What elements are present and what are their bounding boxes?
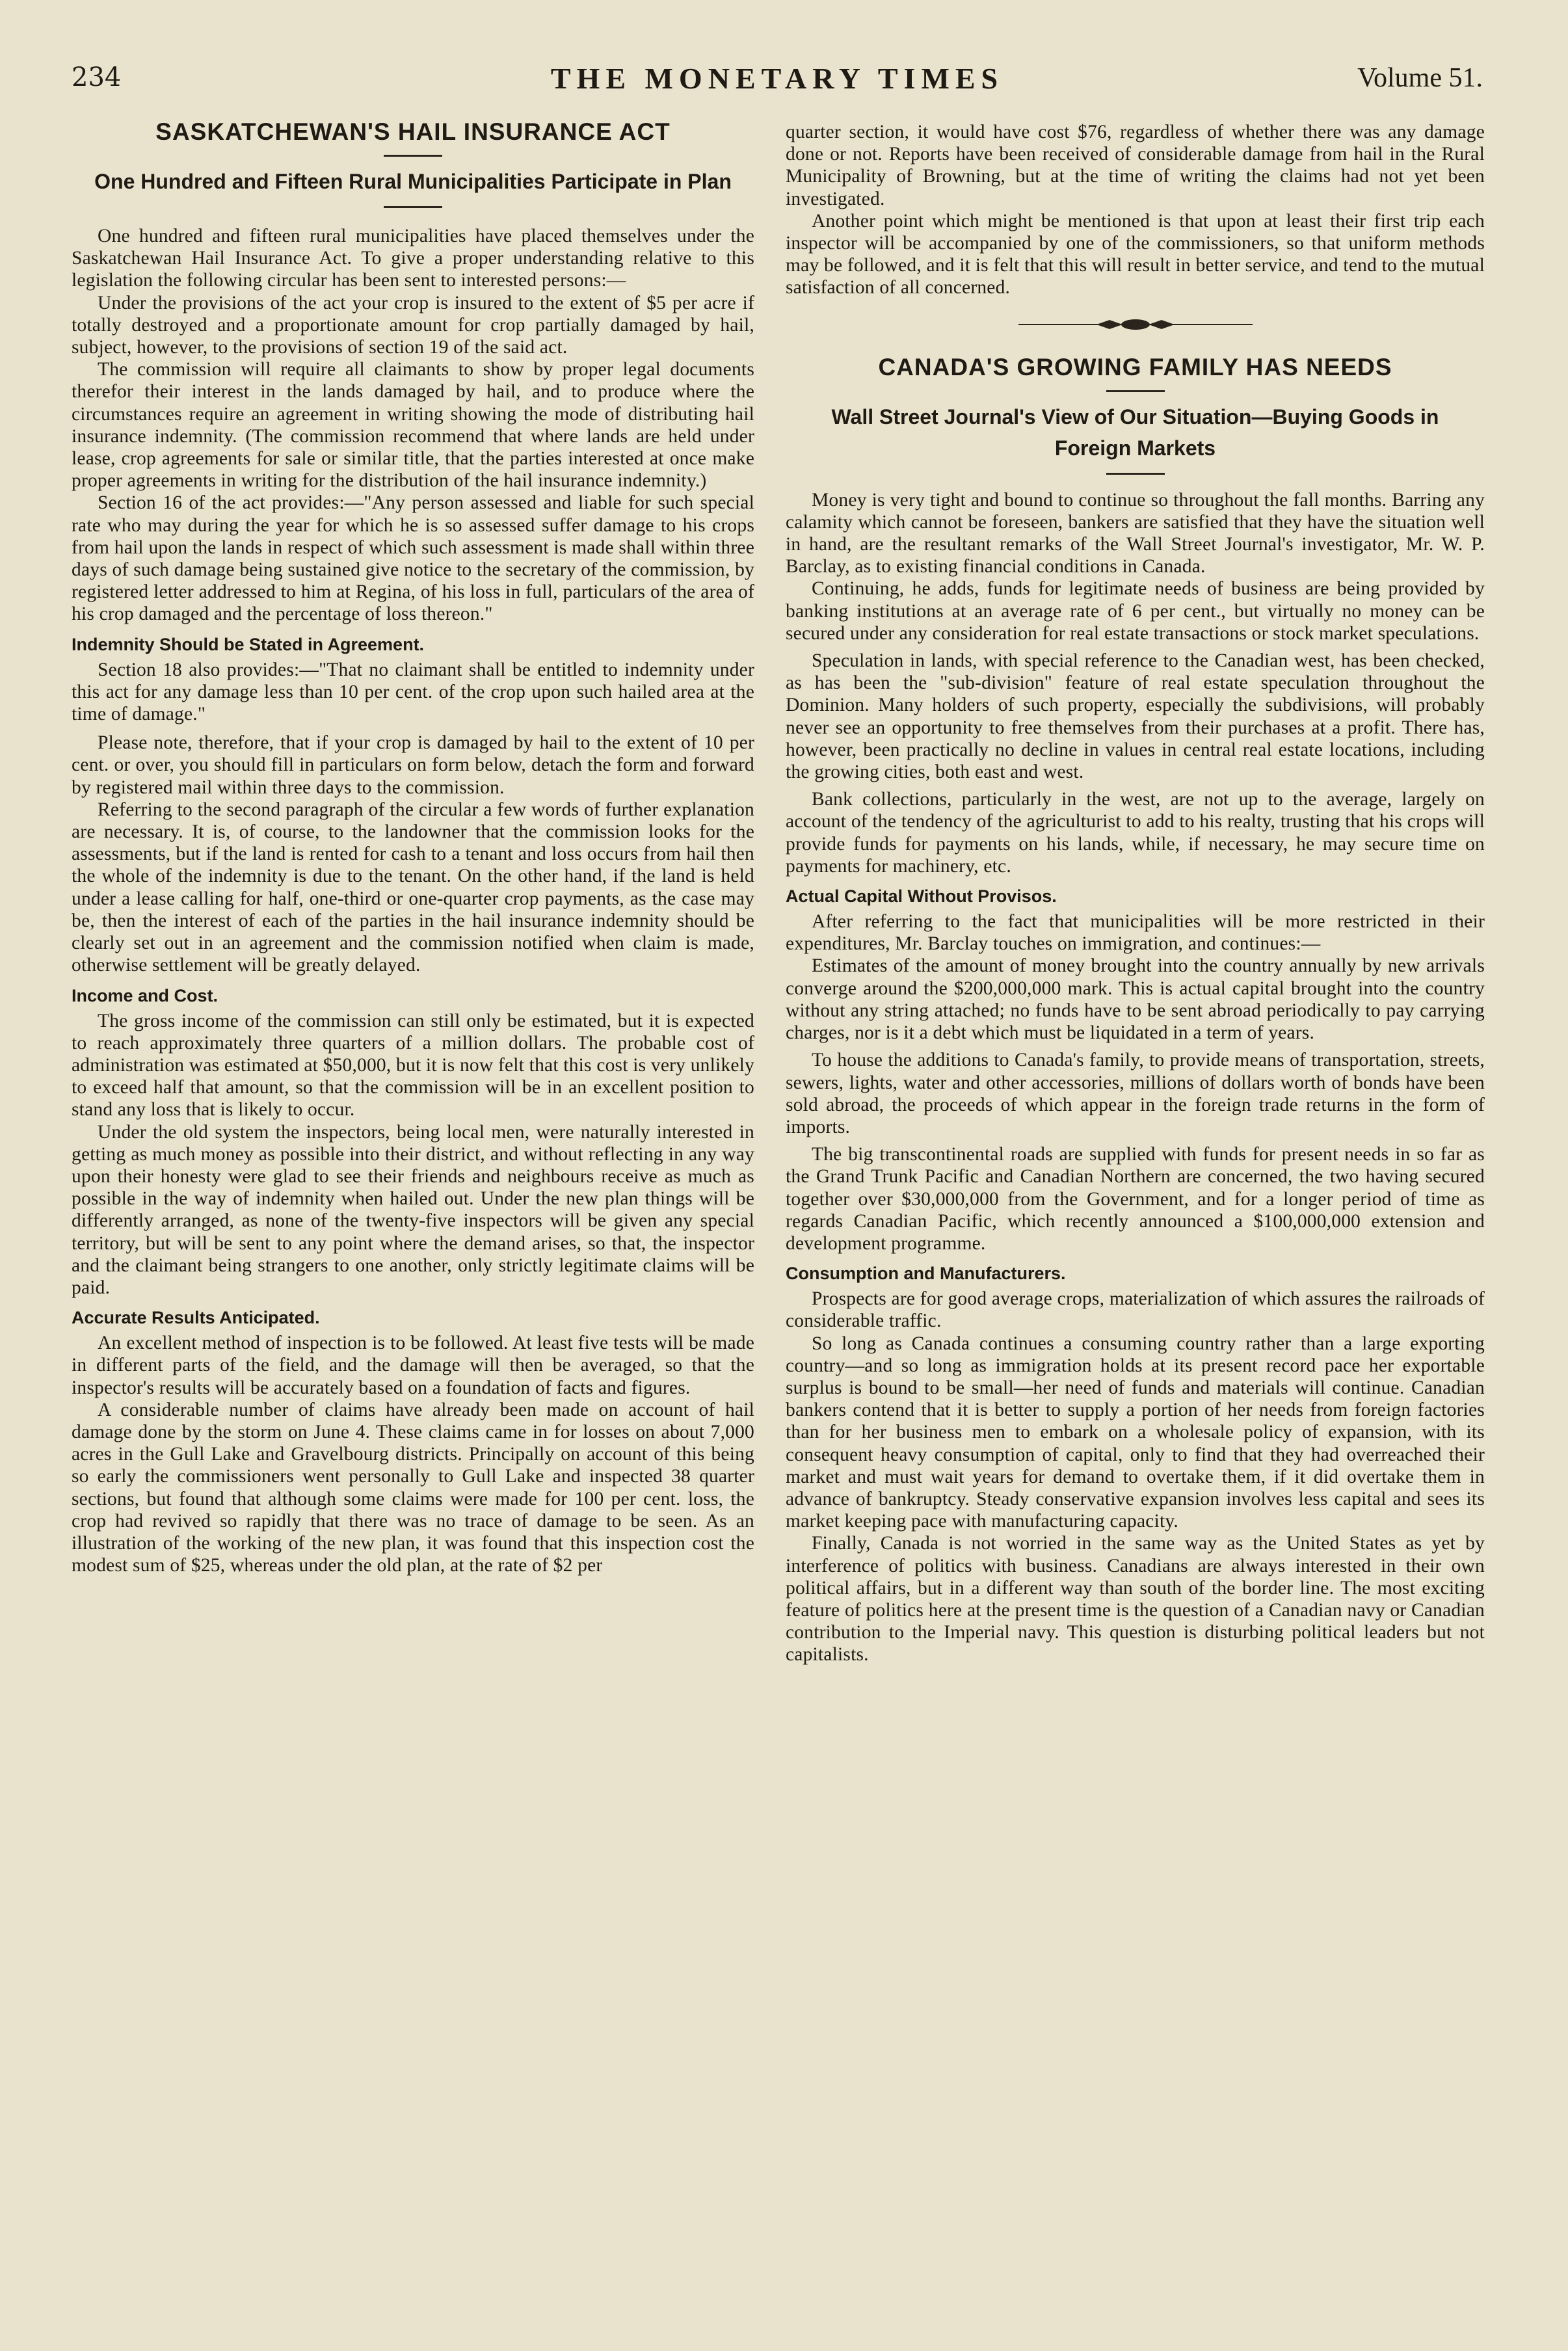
section-heading-results: Accurate Results Anticipated. bbox=[72, 1308, 320, 1328]
paragraph: Continuing, he adds, funds for legitimate needs of business are being provided by banking institutions at an average rate of 6 per cent., but virtually no money can be secured under any consideration for real estate transactions or stock market speculations. bbox=[786, 578, 1485, 644]
section-heading-income: Income and Cost. bbox=[72, 985, 219, 1005]
divider-rule bbox=[1106, 473, 1165, 475]
volume-label: Volume 51. bbox=[1357, 63, 1483, 93]
paragraph: Another point which might be mentioned is that upon at least their first trip each inspector will be accompanied by one of the commissioners, so that uniform methods may be followed, and it is felt that this will result in better service, and tend to the mutual satisfaction of all concerned. bbox=[786, 210, 1485, 299]
article-headline-hail: SASKATCHEWAN'S HAIL INSURANCE ACT bbox=[155, 118, 671, 145]
divider-rule bbox=[1106, 390, 1165, 392]
paragraph: Bank collections, particularly in the west, are not up to the average, largely on account of the tendency of the agriculturist to add to his realty, trusting that his crops will provide funds for payments on his lands, while, if necessary, he may secure time on payments for machinery, etc. bbox=[786, 789, 1485, 877]
paragraph: The commission will require all claimants to show by proper legal documents therefor their interest in the lands damaged by hail, and to produce where the circumstances require an agreement in writing showing the mode of distributing hail insurance indemnity. (The commission recommend that where lands are held under lease, crop agreements for sale or similar title, that the parties interested at once make proper agreements in writing for the distribution of the hail insurance indemnity.) bbox=[72, 359, 754, 492]
paragraph: Please note, therefore, that if your crop is damaged by hail to the extent of 10 per cent. or over, you should fill in particulars on form below, detach the form and forward by registered mail within three days to the commission. bbox=[72, 732, 754, 798]
section-heading-consumption: Consumption and Manufacturers. bbox=[786, 1264, 1066, 1284]
paragraph: Under the provisions of the act your crop is insured to the extent of $5 per acre if totally destroyed and a proportionate amount for crop partially damaged by hail, subject, however, to the provisions of section 19 of the said act. bbox=[72, 292, 754, 358]
paragraph: A considerable number of claims have already been made on account of hail damage done by the storm on June 4. These claims came in for losses on about 7,000 acres in the Gull Lake and Gravelbourg districts. Principally on account of this being so early the commissioners went personally to Gull Lake and inspected 38 quarter sections, but found that although some claims were made for 100 per cent. loss, the crop had revived so rapidly that there was no trace of damage to be seen. As an illustration of the working of the new plan, it was found that this inspection cost the modest sum of $25, whereas under the old plan, at the rate of $2 per bbox=[72, 1399, 754, 1576]
paragraph: An excellent method of inspection is to be followed. At least five tests will be made in different parts of the field, and the damage will then be averaged, so that the inspector's results will be accurately based on a foundation of facts and figures. bbox=[72, 1333, 754, 1398]
section-heading-capital: Actual Capital Without Provisos. bbox=[786, 886, 1057, 907]
article-headline-canada: CANADA'S GROWING FAMILY HAS NEEDS bbox=[878, 353, 1392, 380]
canada-intro-paragraphs bbox=[786, 489, 1485, 877]
paragraph: Money is very tight and bound to continue so throughout the fall months. Barring any calamity which cannot be foreseen, bankers are satisfied that they have the situation well in hand, are the resultant remarks of the Wall Street Journal's investigator, Mr. W. P. Barclay, as to existing financial conditions in Canada. bbox=[786, 489, 1485, 578]
paragraph: Referring to the second paragraph of the circular a few words of further explanation are necessary. It is, of course, to the landowner that the commission looks for the assessments, but if the land is rented for cash to a tenant and loss occurs from hail then the whole of the indemnity is due to the tenant. On the other hand, if the land is held under a lease calling for half, one-third or one-quarter crop payments, as the case may be, then the interest of each of the parties in the hail insurance indemnity should be clearly set out in an agreement and the commission notified when claim is made, otherwise settlement will be greatly delayed. bbox=[72, 799, 754, 976]
paragraph: To house the additions to Canada's family, to provide means of transportation, streets, sewers, lights, water and other accessories, millions of dollars worth of bonds have been sold abroad, the proceeds of which appear in the foreign trade returns in the form of imports. bbox=[786, 1050, 1485, 1137]
page-number: 234 bbox=[72, 62, 122, 92]
paragraph: One hundred and fifteen rural municipalities have placed themselves under the Saskatchewan Hail Insurance Act. To give a proper understanding relative to this legislation the following circular has been sent to interested persons:— bbox=[72, 226, 754, 291]
article-subheadline-hail: One Hundred and Fifteen Rural Municipalities Participate in Plan bbox=[94, 170, 732, 193]
divider-rule bbox=[384, 206, 442, 208]
divider-rule bbox=[384, 155, 442, 157]
paragraph: Section 18 also provides:—"That no claimant shall be entitled to indemnity under this act for any damage less than 10 per cent. of the crop upon such hailed area at the time of damage." bbox=[72, 659, 754, 725]
paragraph: So long as Canada continues a consuming country rather than a large exporting country—and so long as immigration holds at its present record pace her exportable surplus is bound to be small—her need of funds and materials will continue. Canadian bankers contend that it is better to supply a portion of her needs from foreign factories than for her business men to embark on a wholesale policy of expansion, with its consequent heavy consumption of capital, only to find that they had overreached their market and must wait years for demand to overtake them, if it did overtake them in advance of bankruptcy. Steady conservative expansion involves less capital and sees its market keeping pace with manufacturing capacity. bbox=[786, 1333, 1485, 1532]
right-column bbox=[786, 111, 1485, 1666]
ornament-divider-icon bbox=[1018, 317, 1253, 332]
article-subheadline-canada: Wall Street Journal's View of Our Situation—Buying Goods in Foreign Markets bbox=[831, 405, 1439, 460]
left-column bbox=[72, 111, 754, 1576]
paragraph: The big transcontinental roads are supplied with funds for present needs in so far as the Grand Trunk Pacific and Canadian Northern are concerned, the two having secured together over $30,000,000 from the Government, and for a longer period of time as regards Canadian Pacific, which recently announced a $100,000,000 extension and development programme. bbox=[786, 1144, 1485, 1254]
paragraph: quarter section, it would have cost $76, regardless of whether there was any damage done or not. Reports have been received of considerable damage from hail in the Rural Municipality of Browning, but at the time of writing the claims had not yet been investigated. bbox=[786, 122, 1485, 209]
publication-title: THE MONETARY TIMES bbox=[550, 62, 1004, 95]
paragraph: The gross income of the commission can still only be estimated, but it is expected to reach approximately three quarters of a million dollars. The probable cost of administration was estimated at $50,000, but it is now felt that this cost is very unlikely to exceed half that amount, so that the commission will be in an excellent position to stand any loss that is likely to occur. bbox=[72, 1010, 754, 1121]
hail-intro-paragraphs bbox=[72, 225, 754, 626]
paragraph: Under the old system the inspectors, being local men, were naturally interested in getting as much money as possible into their district, and without reflecting in any way upon their honesty were glad to see their friends and neighbours receive as much as possible in the way of indemnity when hailed out. Under the new plan things will be differently arranged, as none of the twenty-five inspectors will be given any special territory, but will be sent to any point where the demand arises, so that, the inspector and the claimant being strangers to one another, only strictly legitimate claims will be paid. bbox=[72, 1121, 754, 1298]
paragraph: Section 16 of the act provides:—"Any person assessed and liable for such special rate who may during the year for which he is so assessed suffer damage to his crops from hail upon the lands in respect of which such assessment is made shall within three days of such damage being sustained give notice to the secretary of the commission, by registered letter addressed to him at Regina, of his loss in full, particulars of the area of his crop damaged and the percentage of loss thereon." bbox=[72, 492, 754, 625]
paragraph: Prospects are for good average crops, materialization of which assures the railroads of considerable traffic. bbox=[786, 1288, 1485, 1332]
paragraph: Finally, Canada is not worried in the same way as the United States as yet by interference of politics with business. Canadians are always interested in their own political affairs, but in a different way than south of the border line. The most exciting feature of politics here at the present time is the question of a Canadian navy or Canadian contribution to the Imperial navy. This question is disturbing political leaders but not capitalists. bbox=[786, 1533, 1485, 1666]
paragraph: Estimates of the amount of money brought into the country annually by new arrivals converge around the $200,000,000 mark. This is actual capital brought into the country without any string attached; no funds have to be sent abroad periodically to pay carrying charges, nor is it a debt which must be liquidated in a term of years. bbox=[786, 955, 1485, 1044]
section-heading-indemnity: Indemnity Should be Stated in Agreement. bbox=[72, 634, 425, 654]
paragraph: After referring to the fact that municipalities will be more restricted in their expenditures, Mr. Barclay touches on immigration, and continues:— bbox=[786, 911, 1485, 955]
page-header bbox=[72, 57, 1483, 109]
paragraph: Speculation in lands, with special reference to the Canadian west, has been checked, as has been the "sub-division" feature of real estate speculation throughout the Dominion. Many holders of such property, especially the subdivisions, will probably never see an opportunity to free themselves from their purchases at a profit. There has, however, been practically no decline in values in central real estate locations, including the growing cities, both east and west. bbox=[786, 650, 1485, 783]
